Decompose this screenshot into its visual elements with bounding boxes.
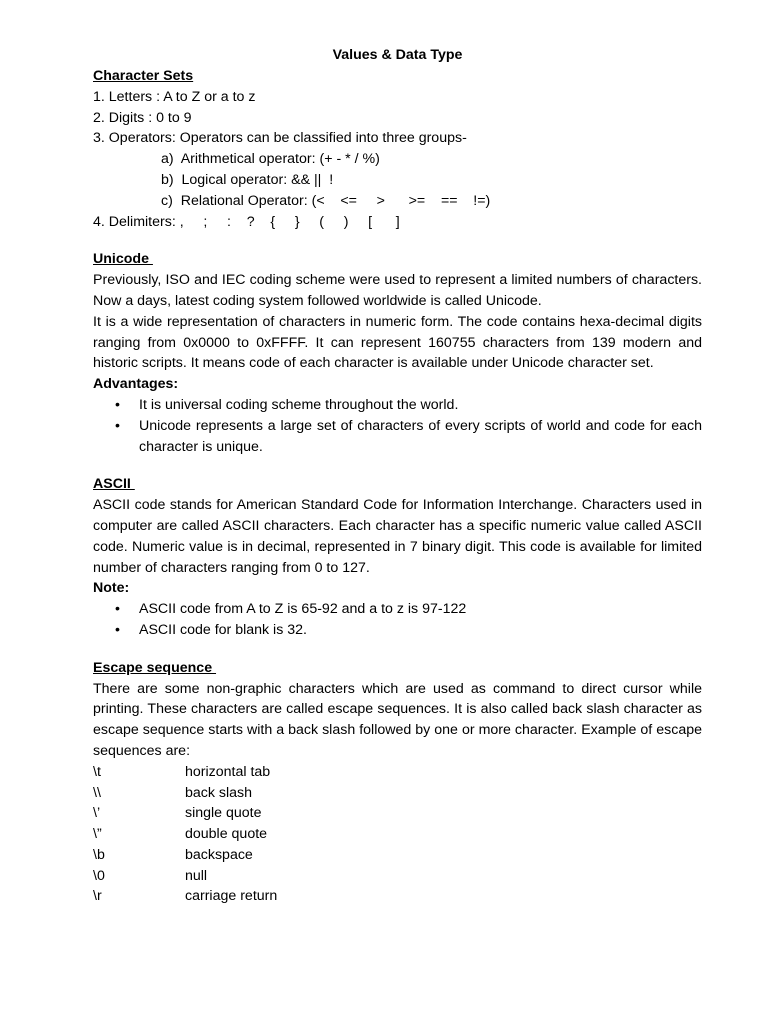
charset-digits: 2. Digits : 0 to 9 xyxy=(93,109,192,126)
table-row xyxy=(93,866,277,887)
table-row xyxy=(93,886,277,907)
list-item: • ASCII code from A to Z is 65-92 and a to z is 97-122 xyxy=(139,599,702,620)
list-item: • It is universal coding scheme throughout the world. xyxy=(139,395,702,416)
escape-code: \0 xyxy=(93,867,105,884)
charset-delimiters: 4. Delimiters: , ; : ? { } ( ) [ ] xyxy=(93,213,400,230)
table-row xyxy=(93,824,277,845)
unicode-paragraph-2: It is a wide representation of characters in numeric form. The code contains hexa-decimal digits ranging from 0x0000 to 0xFFFF. It can represent 160755 characters from 139 modern and historic scripts. It means code of each character is available under Unicode character set. xyxy=(93,313,702,372)
operator-relational: c) Relational Operator: (< <= > >= == !=) xyxy=(161,192,491,209)
operator-logical: b) Logical operator: && || ! xyxy=(161,171,334,188)
section-heading-unicode: Unicode xyxy=(93,251,153,268)
escape-meaning: single quote xyxy=(185,805,262,822)
section-heading-character-sets: Character Sets xyxy=(93,68,194,84)
table-row xyxy=(93,783,277,804)
unicode-paragraph-1: Previously, ISO and IEC coding scheme were used to represent a limited numbers of characters. Now a days, latest coding system followed worldwide is called Unicode. xyxy=(93,272,702,309)
escape-meaning: back slash xyxy=(185,784,253,801)
document-page xyxy=(93,44,702,907)
escape-code: \” xyxy=(93,826,102,843)
table-row xyxy=(93,803,277,824)
charset-letters: 1. Letters : A to Z or a to z xyxy=(93,88,256,105)
escape-meaning: carriage return xyxy=(185,888,278,905)
note-list xyxy=(93,599,702,641)
section-heading-ascii: ASCII xyxy=(93,476,135,493)
note-label: Note: xyxy=(93,580,130,597)
advantages-list xyxy=(93,395,702,457)
charset-operators: 3. Operators: Operators can be classified into three groups- xyxy=(93,130,467,147)
operator-arithmetical: a) Arithmetical operator: (+ - * / %) xyxy=(161,151,380,168)
escape-code: \\ xyxy=(93,784,101,801)
list-item: • Unicode represents a large set of characters of every scripts of world and code for each character is unique. xyxy=(139,416,702,458)
advantages-label: Advantages: xyxy=(93,376,179,393)
escape-code: \b xyxy=(93,846,105,863)
escape-code: \t xyxy=(93,763,101,780)
ascii-paragraph: ASCII code stands for American Standard Code for Information Interchange. Characters used in computer are called ASCII characters. Each character has a specific numeric value called ASCII code. Numeric value is in decimal, represented in 7 binary digit. This code is available for limited number of characters ranging from 0 to 127. xyxy=(93,497,702,576)
escape-paragraph: There are some non-graphic characters which are used as command to direct cursor while printing. These characters are called escape sequences. It is also called back slash character as escape sequence starts with a back slash followed by one or more character. Example of escape sequences are: xyxy=(93,680,702,759)
list-item: • ASCII code for blank is 32. xyxy=(139,620,702,641)
escape-sequence-table xyxy=(93,762,277,908)
table-row xyxy=(93,762,277,783)
escape-meaning: null xyxy=(185,867,208,884)
escape-code: \r xyxy=(93,888,102,905)
escape-code: \’ xyxy=(93,805,101,822)
escape-meaning: backspace xyxy=(185,846,253,863)
escape-meaning: double quote xyxy=(185,826,268,843)
table-row xyxy=(93,845,277,866)
escape-meaning: horizontal tab xyxy=(185,763,271,780)
page-title: Values & Data Type xyxy=(332,47,463,63)
section-heading-escape-sequence: Escape sequence xyxy=(93,659,217,676)
